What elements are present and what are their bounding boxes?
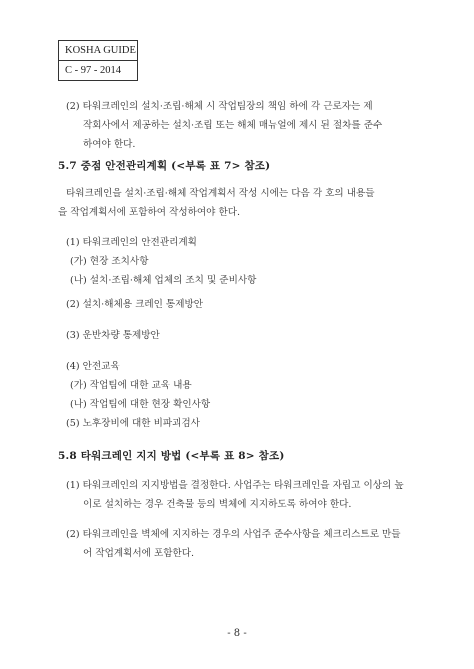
section-5-7-item-3: (3) 운반차량 통제방안 (66, 330, 160, 341)
section-5-8-heading: 5.8 타워크레인 지지 방법 (<부록 표 8> 참조) (58, 450, 285, 462)
section-5-8-item-1-line-2: 이로 설치하는 경우 건축물 등의 벽체에 지지하도록 하여야 한다. (83, 499, 352, 510)
section-5-7-item-4-b: (나) 작업팀에 대한 현장 확인사항 (70, 399, 211, 410)
section-5-7-intro-line-1: 타워크레인을 설치·조립·해체 작업계획서 작성 시에는 다음 각 호의 내용들 (66, 188, 375, 199)
section-5-7-item-1-b: (나) 설치·조립·해체 업체의 조치 및 준비사항 (70, 275, 257, 286)
section-5-8-item-2-line-2: 어 작업계획서에 포함한다. (83, 548, 195, 559)
section-5-7-item-4: (4) 안전교육 (66, 361, 120, 372)
section-5-7-item-1-block (66, 233, 256, 290)
guide-title: KOSHA GUIDE (65, 45, 136, 56)
item-2-paragraph (66, 97, 382, 154)
section-5-7-item-2: (2) 설치·해체용 크레인 통제방안 (66, 299, 203, 310)
section-5-8-item-2-line-1: (2) 타워크레인을 벽체에 지지하는 경우의 사업주 준수사항을 체크리스트로 만들 (66, 529, 401, 540)
section-5-7-item-1-a: (가) 현장 조치사항 (70, 256, 149, 267)
section-5-7-item-5: (5) 노후장비에 대한 비파괴검사 (66, 418, 200, 429)
item-2-line-3: 하여야 한다. (83, 139, 136, 150)
section-5-8-item-2-block (66, 525, 401, 563)
section-5-8-item-1-block (66, 476, 404, 514)
section-5-7-item-4-block (66, 357, 210, 414)
guide-id-box (58, 40, 138, 81)
page-number: - 8 - (227, 628, 247, 639)
section-5-7-item-4-a: (가) 작업팀에 대한 교육 내용 (70, 380, 192, 391)
item-2-line-1: (2) 타워크레인의 설치·조립·해체 시 작업팀장의 책임 하에 각 근로자는 제 (66, 101, 373, 112)
section-5-7-heading: 5.7 중점 안전관리계획 (<부록 표 7> 참조) (58, 160, 271, 172)
section-5-8-item-1-line-1: (1) 타워크레인의 지지방법을 결정한다. 사업주는 타워크레인을 자립고 이상의 높 (66, 480, 404, 491)
section-5-7-intro-line-2: 을 작업계획서에 포함하여 작성하여야 한다. (58, 207, 241, 218)
item-2-line-2: 작회사에서 제공하는 설치·조립 또는 해체 매뉴얼에 제시 된 절차를 준수 (83, 120, 383, 131)
guide-code: C - 97 - 2014 (59, 60, 137, 80)
section-5-7-intro (58, 184, 375, 222)
section-5-7-item-1: (1) 타워크레인의 안전관리계획 (66, 237, 197, 248)
